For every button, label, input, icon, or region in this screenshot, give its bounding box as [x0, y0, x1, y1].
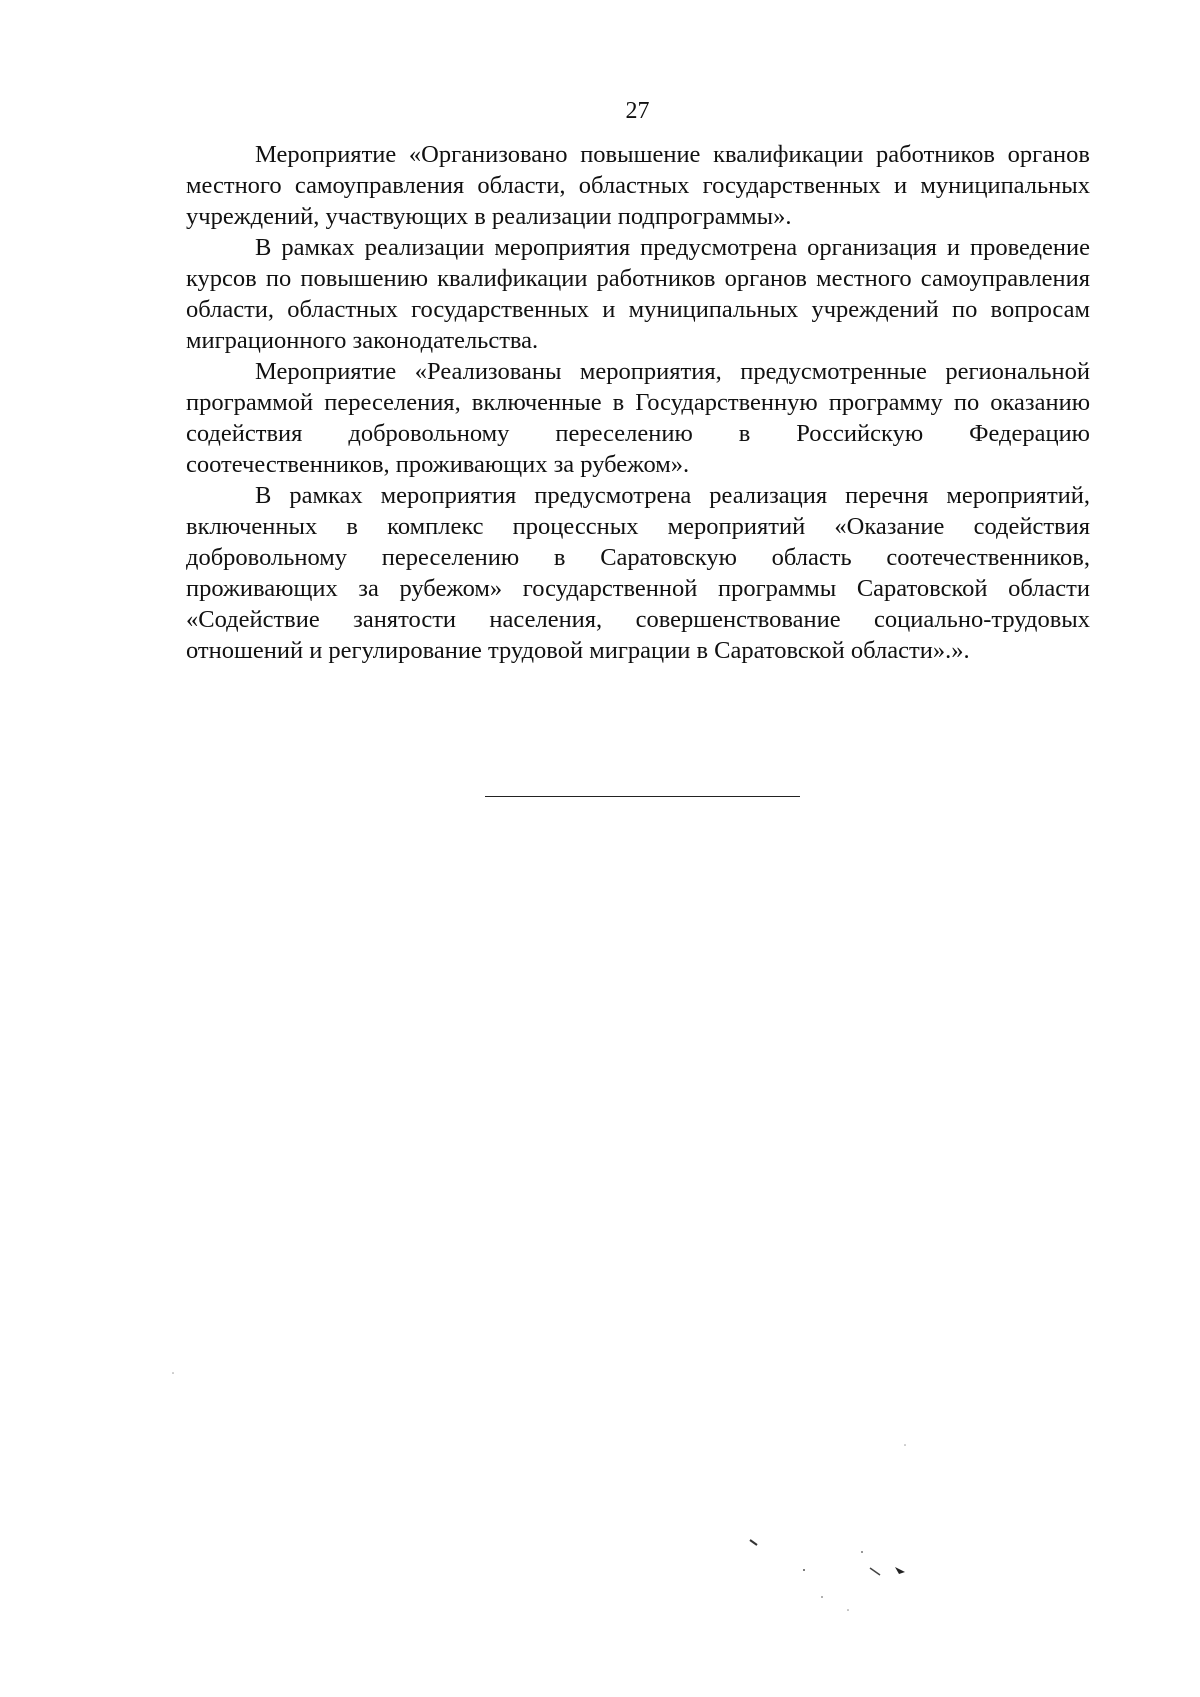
paragraph-activity-resettlement: Мероприятие «Реализованы мероприятия, предусмотренные региональной программой переселения, включенные в Государственную программу по оказанию содействия добровольному переселению в Российскую Федерацию соотечественников, проживающих за рубежом».	[186, 358, 1090, 478]
paragraph-activity-resettlement-details: В рамках мероприятия предусмотрена реализация перечня мероприятий, включенных в комплекс процессных мероприятий «Оказание содействия добровольному переселению в Саратовскую область соотечественников, проживающих за рубежом» государственной программы Саратовской области «Содействие занятости населения, совершенствование социально-трудовых отношений и регулирование трудовой миграции в Саратовской области».».	[186, 482, 1090, 664]
document-body	[186, 139, 1090, 666]
paragraph-activity-qualification-details: В рамках реализации мероприятия предусмотрена организация и проведение курсов по повышению квалификации работников органов местного самоуправления области, областных государственных и муниципальных учреждений по вопросам миграционного законодательства.	[186, 234, 1090, 354]
paragraph-activity-qualification: Мероприятие «Организовано повышение квалификации работников органов местного самоуправления области, областных государственных и муниципальных учреждений, участвующих в реализации подпрограммы».	[186, 141, 1090, 230]
end-separator-line	[485, 796, 800, 797]
page-number: 27	[625, 98, 650, 124]
